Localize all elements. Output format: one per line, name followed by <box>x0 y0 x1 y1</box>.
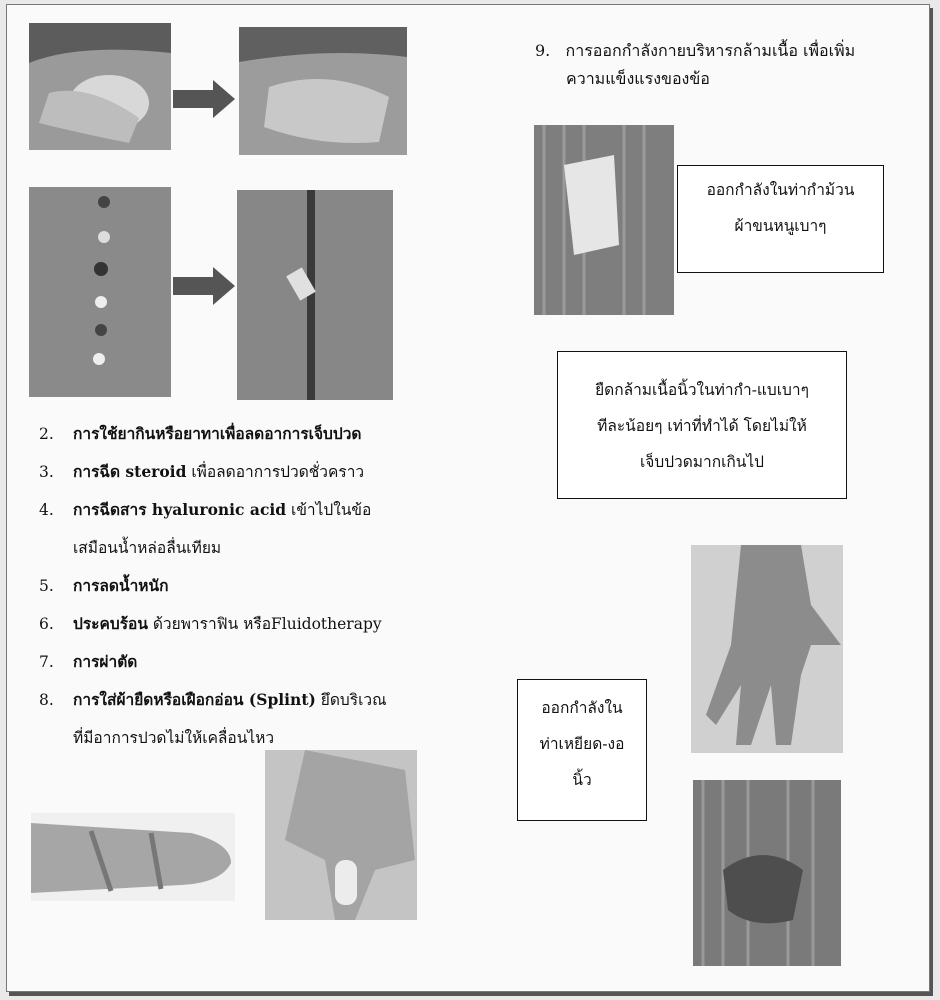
list-item: 8. การใส่ผ้ายืดหรือเฝือกอ่อน (Splint) ยึดบริเวณ ที่มีอาการปวดไม่ให้เคลื่อนไหว <box>39 690 387 747</box>
photo-towel-grip <box>534 125 674 315</box>
list-item: 4. การฉีดสาร hyaluronic acid เข้าไปในข้อ เสมือนน้ำหล่อลื่นเทียม <box>39 500 372 557</box>
list-item: 6. ประคบร้อน ด้วยพาราฟิน หรือFluidotherapy <box>39 614 382 633</box>
caption-box-towel: ออกกำลังในท่ากำม้วน ผ้าขนหนูเบาๆ <box>677 165 884 273</box>
treatment-list <box>37 415 437 757</box>
list-item: 5. การลดน้ำหนัก <box>39 576 169 595</box>
photo-hands-massage-before <box>29 23 171 150</box>
caption-box-finger: ออกกำลังใน ท่าเหยียด-งอ นิ้ว <box>517 679 647 821</box>
exercise-heading: 9. การออกกำลังกายบริหารกล้ามเนื้อ เพื่อเพิ่ม ความแข็งแรงของข้อ <box>535 41 856 88</box>
arrow-right-icon <box>173 267 235 305</box>
photo-hand-open <box>691 545 843 753</box>
photo-buttons-shirt <box>29 187 171 397</box>
caption-box-stretch: ยืดกล้ามเนื้อนิ้วในท่ากำ-แบเบาๆ ทีละน้อยๆ เท่าที่ทำได้ โดยไม่ให้ เจ็บปวดมากเกินไป <box>557 351 847 499</box>
photo-finger-bend <box>693 780 841 966</box>
list-item: 2. การใช้ยากินหรือยาทาเพื่อลดอาการเจ็บปวด <box>39 424 362 443</box>
photo-hands-massage-after <box>239 27 407 155</box>
list-item: 7. การผ่าตัด <box>39 652 138 671</box>
photo-wrist-splint <box>31 813 235 901</box>
photo-zipper <box>237 190 393 400</box>
list-item: 3. การฉีด steroid เพื่อลดอาการปวดชั่วคราว <box>39 462 365 481</box>
arrow-right-icon <box>173 80 235 118</box>
photo-finger-splint <box>265 750 417 920</box>
document-page <box>6 4 930 992</box>
